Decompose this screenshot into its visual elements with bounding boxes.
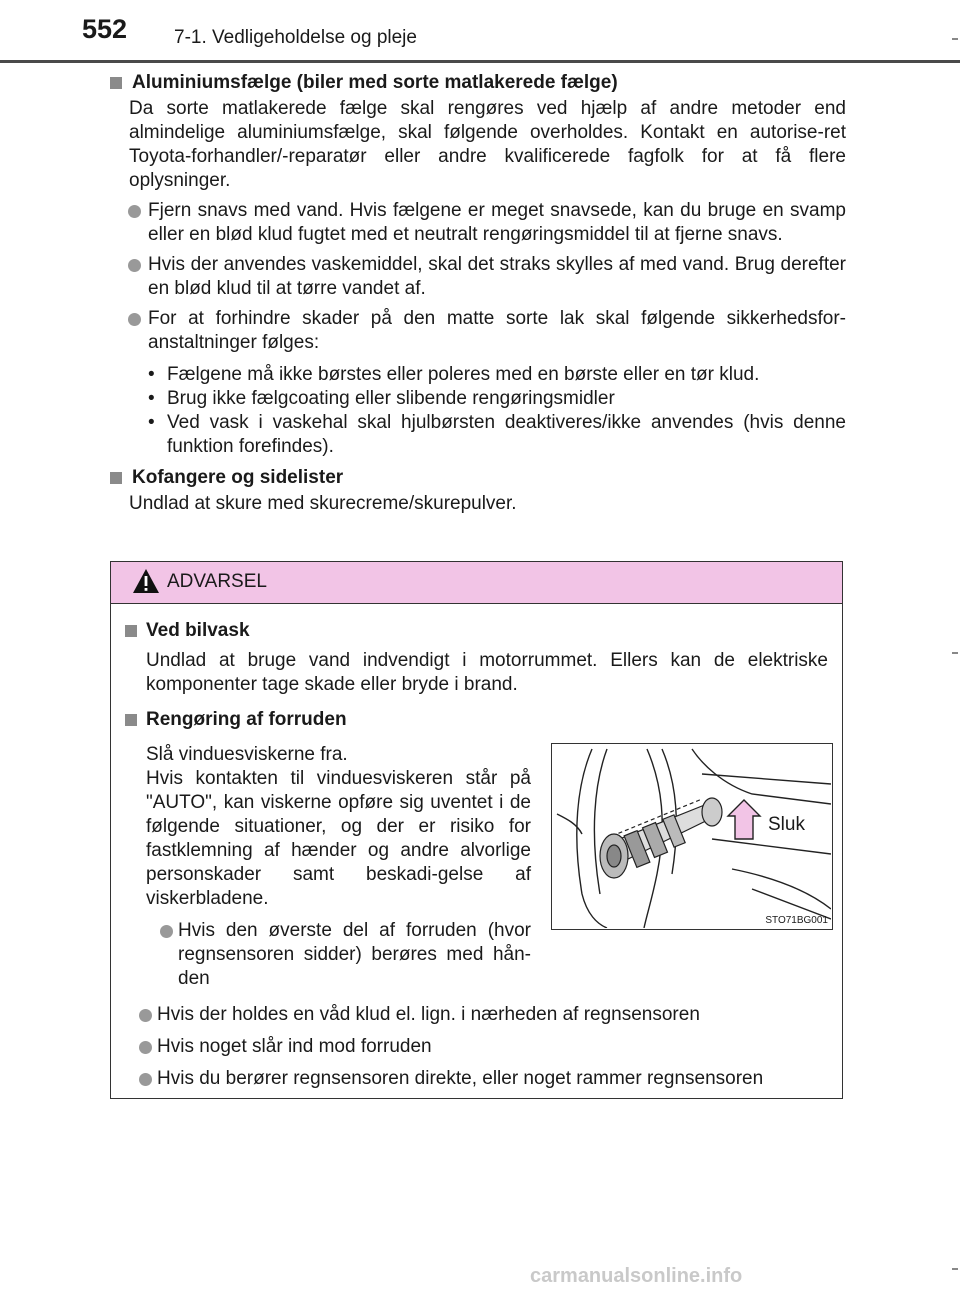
warning-list-item-text: Hvis den øverste del af forruden (hvor regnsensoren sidder) berøres med hån-den bbox=[178, 920, 531, 989]
circle-bullet-icon bbox=[160, 925, 173, 938]
square-bullet-icon bbox=[110, 77, 122, 89]
section-heading bbox=[110, 70, 846, 96]
circle-bullet-icon bbox=[139, 1073, 152, 1086]
warning-heading bbox=[125, 618, 828, 644]
circle-bullet-icon bbox=[128, 259, 141, 272]
circle-bullet-icon bbox=[128, 205, 141, 218]
warning-list-item-text: Hvis du berører regnsensoren direkte, eller noget rammer regnsensoren bbox=[157, 1068, 764, 1089]
warning-triangle-icon bbox=[132, 567, 160, 595]
main-content bbox=[110, 66, 846, 522]
windshield-section bbox=[125, 743, 828, 1005]
warning-heading-text: Rengøring af forruden bbox=[146, 709, 347, 730]
crop-mark bbox=[952, 38, 958, 40]
warning-heading-text: Ved bilvask bbox=[146, 620, 250, 641]
circle-bullet-icon bbox=[139, 1009, 152, 1022]
list-item bbox=[110, 307, 846, 355]
warning-header bbox=[111, 562, 842, 604]
windshield-instruction: Slå vinduesviskerne fra. bbox=[146, 744, 348, 765]
sub-list-item bbox=[110, 411, 846, 459]
header-rule bbox=[0, 60, 960, 63]
warning-box bbox=[110, 561, 843, 1099]
warning-paragraph: Undlad at bruge vand indvendigt i motorrummet. Ellers kan de elektriske komponenter tage skade eller bryde i brand. bbox=[146, 650, 828, 695]
sub-list-item-text: Fælgene må ikke børstes eller poleres med en børste eller en tør klud. bbox=[167, 364, 760, 385]
windshield-text-column bbox=[146, 743, 531, 991]
sub-list-item bbox=[110, 387, 846, 411]
dot-bullet-icon: • bbox=[148, 388, 155, 409]
warning-heading bbox=[125, 707, 828, 733]
watermark: carmanualsonline.info bbox=[530, 1265, 743, 1287]
crop-mark bbox=[952, 1268, 958, 1270]
warning-list-item-text: Hvis der holdes en våd klud el. lign. i nærheden af regnsensoren bbox=[157, 1004, 700, 1025]
crop-mark bbox=[952, 652, 958, 654]
section-heading-text: Kofangere og sidelister bbox=[132, 467, 344, 488]
square-bullet-icon bbox=[125, 714, 137, 726]
sub-list-item bbox=[110, 363, 846, 387]
up-arrow-shape bbox=[728, 800, 760, 839]
section-heading-text: Aluminiumsfælge (biler med sorte matlakerede fælge) bbox=[132, 72, 618, 93]
paragraph: Da sorte matlakerede fælge skal rengøres ved hjælp af andre metoder end almindelige aluminiumsfælge, skal følgende overholdes. Kontakt en autorise-ret Toyota-forhandler/-reparatør eller andre kvalificerede fagfolk for at få flere oplysninger. bbox=[129, 98, 846, 191]
sub-list-item-text: Brug ikke fælgcoating eller slibende rengøringsmidler bbox=[167, 388, 615, 409]
circle-bullet-icon bbox=[139, 1041, 152, 1054]
list-item-text: Fjern snavs med vand. Hvis fælgene er meget snavsede, kan du bruge en svamp eller en blød klud fugtet med et neutralt rengøringsmiddel til at fjerne snavs. bbox=[148, 200, 846, 245]
list-item bbox=[110, 253, 846, 301]
page-number: 552 bbox=[82, 14, 128, 44]
windshield-explanation: Hvis kontakten til vinduesviskeren står på "AUTO", kan viskerne opføre sig uventet i de følgende situationer, og der er risiko for fastklemning af hænder og andre alvorlige personskader samt beskadi-gelse af viskerbladene. bbox=[146, 768, 531, 909]
warning-list-item bbox=[125, 1067, 828, 1091]
list-item bbox=[110, 199, 846, 247]
sub-list-item-text: Ved vask i vaskehal skal hjulbørsten deaktiveres/ikke anvendes (hvis denne funktion forefindes). bbox=[167, 412, 846, 457]
wiper-lever-illustration bbox=[552, 744, 831, 928]
list-item-text: For at forhindre skader på den matte sorte lak skal følgende sikkerhedsfor-anstaltninger følges: bbox=[148, 308, 846, 353]
warning-body bbox=[111, 604, 842, 1091]
dot-bullet-icon: • bbox=[148, 412, 155, 433]
list-item-text: Hvis der anvendes vaskemiddel, skal det straks skylles af med vand. Brug derefter en blød klud til at tørre vandet af. bbox=[148, 254, 846, 299]
figure-label: Sluk bbox=[768, 814, 805, 835]
warning-title: ADVARSEL bbox=[167, 571, 267, 592]
warning-list-item-text: Hvis noget slår ind mod forruden bbox=[157, 1036, 432, 1057]
square-bullet-icon bbox=[110, 472, 122, 484]
warning-list-item bbox=[125, 1035, 828, 1059]
section-heading bbox=[110, 465, 846, 491]
paragraph: Undlad at skure med skurecreme/skurepulver. bbox=[129, 493, 517, 514]
square-bullet-icon bbox=[125, 625, 137, 637]
circle-bullet-icon bbox=[128, 313, 141, 326]
section-title: 7-1. Vedligeholdelse og pleje bbox=[174, 27, 417, 48]
figure-code: STO71BG001 bbox=[765, 915, 828, 926]
wiper-switch-figure bbox=[551, 743, 833, 930]
warning-list-item bbox=[125, 919, 531, 991]
dot-bullet-icon: • bbox=[148, 364, 155, 385]
warning-list-item bbox=[125, 1003, 828, 1027]
